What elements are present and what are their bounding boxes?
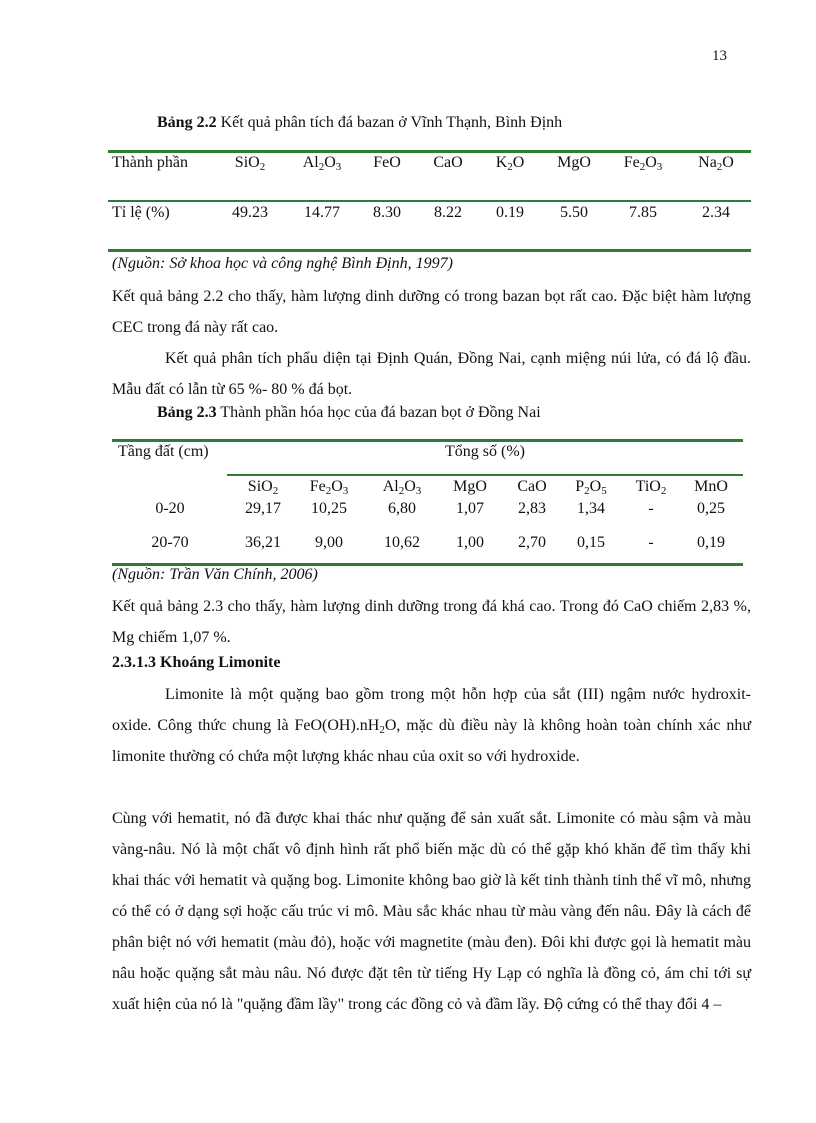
table-2-2-cell: 8.30	[373, 204, 401, 221]
table-2-2-source: (Nguồn: Sở khoa học và công nghệ Bình Định, 1997)	[112, 255, 453, 272]
table-2-2-col-header	[475, 154, 545, 172]
table-2-3-cell: 1,34	[577, 500, 605, 517]
table-2-3-col-header-sub2: 3	[415, 485, 422, 497]
table-2-3-depth-cell: 20-70	[151, 534, 189, 551]
table-2-2-mid-rule	[108, 200, 751, 202]
table-2-2-cell: 7.85	[629, 204, 657, 221]
table-2-3-col-header-base: SiO	[247, 478, 273, 495]
table-2-2-header-label: Thành phần	[112, 154, 188, 171]
paragraph-4-subscript: 2	[379, 724, 385, 736]
table-2-2-col-header	[287, 154, 357, 172]
table-2-3-col-header-base: MgO	[453, 478, 487, 495]
table-2-3-cell: -	[648, 500, 654, 517]
table-2-3-cell: 0,19	[697, 534, 725, 551]
table-2-2-col-header	[215, 154, 285, 172]
table-2-3-col-header-base: MnO	[694, 478, 728, 495]
table-2-3-col-header-tail: O	[589, 478, 602, 495]
table-2-2-col-header-tail: O	[645, 154, 657, 171]
table-2-2-caption-label: Bảng 2.2	[157, 114, 217, 131]
table-2-3-cell: 9,00	[315, 534, 343, 551]
table-2-2-col-header-base: K	[495, 154, 508, 171]
table-2-2-col-header-base: CaO	[433, 154, 463, 171]
paragraph-4	[112, 679, 751, 772]
table-2-3-col-header	[500, 478, 564, 496]
table-2-2-cell: 49.23	[232, 204, 268, 221]
table-2-3-cell: 36,21	[245, 534, 281, 551]
table-2-2-col-header-sub2: 3	[656, 161, 663, 173]
table-2-3-col-header-base: TiO	[635, 478, 661, 495]
table-2-3-top-rule	[112, 439, 743, 442]
table-2-2-col-header-base: Na	[698, 154, 717, 171]
table-2-2-col-header	[413, 154, 483, 172]
paragraph-2: Kết quả phân tích phẩu diện tại Định Quán, Đồng Nai, cạnh miệng núi lửa, có đá lộ đầu. Mẫu đất có lẫn từ 65 %- 80 % đá bọt.	[112, 350, 751, 398]
paragraph-1: Kết quả bảng 2.2 cho thấy, hàm lượng dinh dưỡng có trong bazan bọt rất cao. Đặc biệt hàm lượng CEC trong đá này rất cao.	[112, 288, 751, 336]
paragraph-5: Cùng với hematit, nó đã được khai thác như quặng để sản xuất sắt. Limonite có màu sậm và màu vàng-nâu. Nó là một chất vô định hình rất phổ biến mặc dù có thể gặp khó khăn để tìm thấy khi khai thác với hematit và quặng bog. Limonite không bao giờ là kết tinh thành tinh thể vĩ mô, nhưng có thể có ở dạng sợi hoặc cấu trúc vi mô. Màu sắc khác nhau từ màu vàng đến nâu. Đây là cách để phân biệt nó với hematit (màu đỏ), hoặc với magnetite (màu đen). Đôi khi được gọi là hematit màu nâu hoặc quặng sắt màu nâu. Nó được đặt tên từ tiếng Hy Lạp có nghĩa là đồng cỏ, ám chỉ tới sự xuất hiện của nó là "quặng đầm lầy" trong các đồng cỏ và đầm lầy. Độ cứng có thể thay đổi 4 –	[112, 810, 751, 1013]
table-2-2-col-header	[681, 154, 751, 172]
table-2-3-cell: 10,25	[311, 500, 347, 517]
table-2-3-depth-cell: 0-20	[155, 500, 185, 517]
table-2-2-col-header	[539, 154, 609, 172]
table-2-3-cell: -	[648, 534, 654, 551]
table-2-2-col-header-base: MgO	[557, 154, 591, 171]
table-2-3-col-header	[679, 478, 743, 496]
table-2-2-col-header-base: Al	[302, 154, 319, 171]
table-2-3-caption-text: Thành phần hóa học của đá bazan bọt ở Đồng Nai	[216, 404, 541, 421]
table-2-3-col-header	[438, 478, 502, 496]
table-2-3-col-header-sub2: 5	[601, 485, 607, 497]
table-2-2-col-header-sub: 2	[507, 161, 513, 173]
table-2-2-caption	[157, 114, 562, 132]
paragraph-3: Kết quả bảng 2.3 cho thấy, hàm lượng dinh dưỡng trong đá khá cao. Trong đó CaO chiếm 2,83 %, Mg chiếm 1,07 %.	[112, 598, 751, 646]
table-2-2-cell: 5.50	[560, 204, 588, 221]
page-number: 13	[712, 48, 727, 64]
paragraph-4-part-2: O, mặc dù điều này là không hoàn toàn chính xác như limonite thường có chứa một lượng khác nhau của oxit so với hydroxide.	[112, 717, 751, 765]
table-2-3-col-header-sub: 2	[398, 485, 405, 497]
table-2-3-col-header	[619, 478, 683, 496]
table-2-3-col-header-base: Fe	[309, 478, 326, 495]
table-2-2-col-header-base: Fe	[623, 154, 640, 171]
table-2-2-col-header-sub: 2	[639, 161, 646, 173]
paragraph-4-part-1: Limonite là một quặng bao gồm trong một hỗn hợp của sắt (III) ngậm nước hydroxit-oxide. Công thức chung là FeO(OH).nH	[112, 686, 751, 734]
table-2-2-col-header-sub: 2	[318, 161, 325, 173]
table-2-2-row-label: Tỉ lệ (%)	[112, 204, 170, 221]
table-2-2-col-header-base: FeO	[373, 154, 401, 171]
table-2-3-col-header	[231, 478, 295, 496]
table-2-3-col-header-sub: 2	[660, 485, 667, 497]
table-2-3-cell: 2,83	[518, 500, 546, 517]
table-2-3-cell: 0,15	[577, 534, 605, 551]
table-2-2-top-rule	[108, 150, 751, 153]
table-2-3-group-rule	[227, 474, 743, 476]
table-2-2-col-header-sub: 2	[716, 161, 723, 173]
table-2-3-col-header-sub: 2	[325, 485, 332, 497]
table-2-3-cell: 10,62	[384, 534, 420, 551]
table-2-3-col-header-tail: O	[331, 478, 343, 495]
table-2-3-col-header-sub2: 3	[342, 485, 349, 497]
table-2-3-header-group: Tổng số (%)	[445, 443, 525, 460]
table-2-3-col-header-base: CaO	[517, 478, 547, 495]
table-2-3-col-header-base: Al	[382, 478, 399, 495]
table-2-3-cell: 6,80	[388, 500, 416, 517]
table-2-3-col-header	[370, 478, 434, 496]
table-2-2-col-header-base: SiO	[234, 154, 260, 171]
table-2-3-cell: 29,17	[245, 500, 281, 517]
table-2-3-cell: 1,00	[456, 534, 484, 551]
table-2-2-col-header	[608, 154, 678, 172]
table-2-2-cell: 14.77	[304, 204, 340, 221]
table-2-2-bottom-rule	[108, 249, 751, 252]
table-2-3-col-header	[559, 478, 623, 496]
table-2-3-source: (Nguồn: Trần Văn Chính, 2006)	[112, 566, 318, 583]
section-heading: 2.3.1.3 Khoáng Limonite	[112, 654, 281, 671]
table-2-2-col-header	[352, 154, 422, 172]
table-2-2-cell: 8.22	[434, 204, 462, 221]
table-2-2-caption-text: Kết quả phân tích đá bazan ở Vĩnh Thạnh, Bình Định	[216, 114, 563, 131]
table-2-2-cell: 2.34	[702, 204, 730, 221]
table-2-3-col-header-sub: 2	[272, 485, 279, 497]
table-2-2-col-header-sub2: 3	[335, 161, 342, 173]
table-2-3-caption-label: Bảng 2.3	[157, 404, 217, 421]
table-2-2-cell: 0.19	[496, 204, 524, 221]
table-2-2-col-header-tail: O	[512, 154, 525, 171]
table-2-3-col-header-base: P	[575, 478, 585, 495]
table-2-3-cell: 1,07	[456, 500, 484, 517]
table-2-2-col-header-sub: 2	[259, 161, 266, 173]
table-2-2-col-header-tail: O	[324, 154, 336, 171]
table-2-3-col-header	[297, 478, 361, 496]
table-2-3-cell: 0,25	[697, 500, 725, 517]
table-2-3-col-header-sub: 2	[584, 485, 590, 497]
table-2-3-col-header-tail: O	[404, 478, 416, 495]
table-2-3-caption	[157, 404, 541, 422]
table-2-2-col-header-tail: O	[722, 154, 734, 171]
table-2-3-header-depth: Tầng đất (cm)	[118, 443, 209, 460]
table-2-3-cell: 2,70	[518, 534, 546, 551]
